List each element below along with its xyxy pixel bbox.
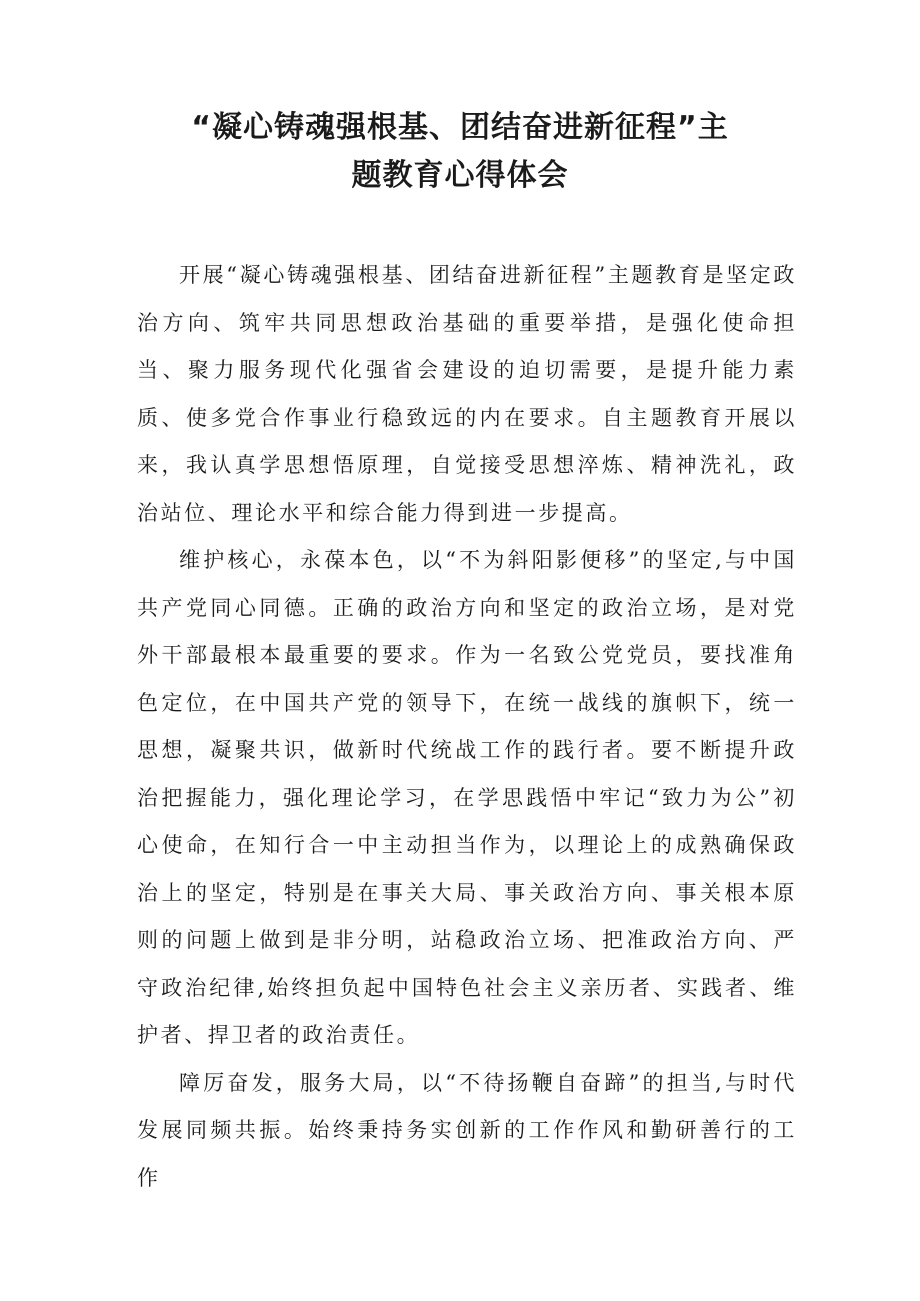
document-title-line-2: 题教育心得体会 <box>351 158 569 193</box>
paragraph-2: 维护核心，永葆本色，以“不为斜阳影便移”的坚定,与中国共产党同心同德。正确的政治方向和坚定的政治立场，是对党外干部最根本最重要的要求。作为一名致公党党员，要找准角色定位，在中国共产党的领导下，在统一战线的旗帜下，统一思想，凝聚共识，做新时代统战工作的践行者。要不断提升政治把握能力，强化理论学习，在学思践悟中牢记“致力为公”初心使命，在知行合一中主动担当作为，以理论上的成熟确保政治上的坚定，特别是在事关大局、事关政治方向、事关根本原则的问题上做到是非分明，站稳政治立场、把准政治方向、严守政治纪律,始终担负起中国特色社会主义亲历者、实践者、维护者、捍卫者的政治责任。 <box>137 548 797 1047</box>
paragraph-3: 障厉奋发，服务大局，以“不待扬鞭自奋蹄”的担当,与时代发展同频共振。始终秉持务实创新的工作作风和勤研善行的工作 <box>137 1070 797 1190</box>
document-title-line-1: “凝心铸魂强根基、团结奋进新征程”主 <box>191 110 729 145</box>
paragraph-1: 开展“凝心铸魂强根基、团结奋进新征程”主题教育是坚定政治方向、筑牢共同思想政治基础的重要举措，是强化使命担当、聚力服务现代化强省会建设的迫切需要，是提升能力素质、使多党合作事业行稳致远的内在要求。自主题教育开展以来，我认真学思想悟原理，自觉接受思想淬炼、精神洗礼，政治站位、理论水平和综合能力得到进一步提高。 <box>137 263 797 525</box>
document-body <box>137 252 797 1202</box>
